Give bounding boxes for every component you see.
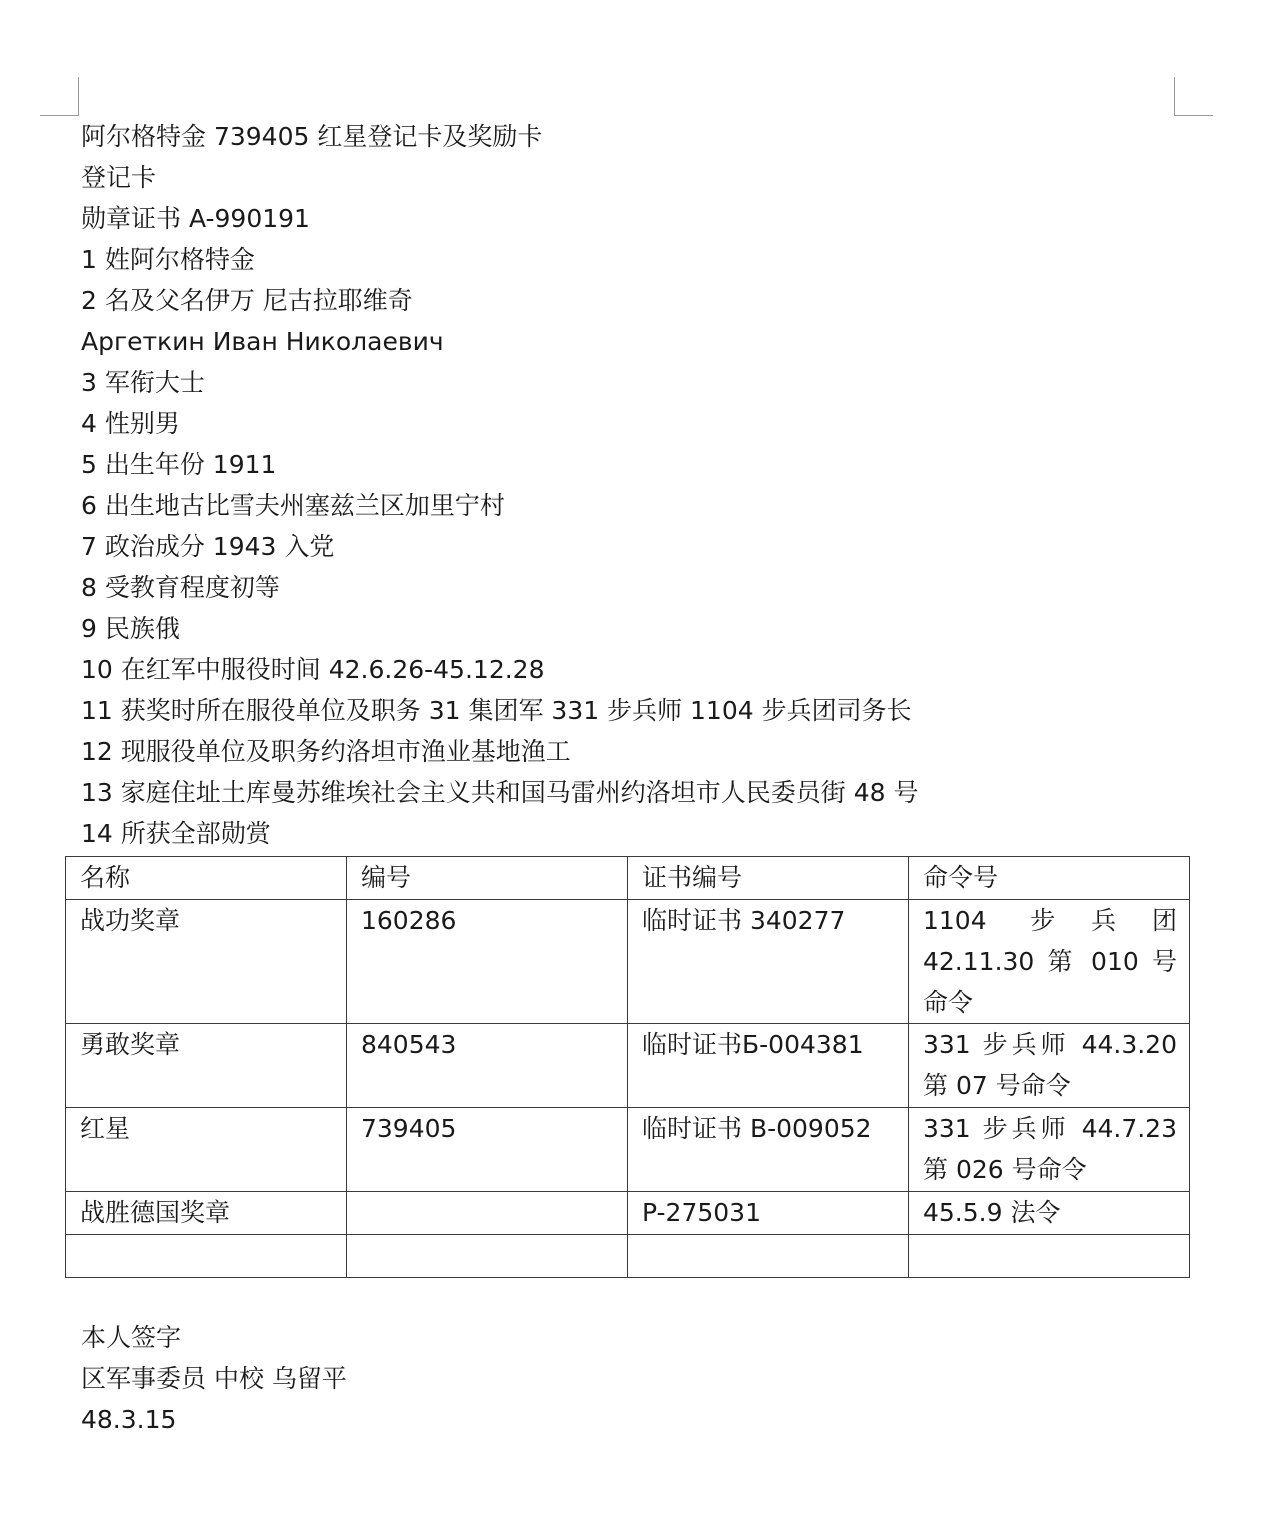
field-surname: 1 姓阿尔格特金 [81,245,255,274]
header-order-number: 命令号 [909,857,1190,900]
table-row [66,900,1190,1024]
cell-order-number: 45.5.9 法令 [909,1192,1190,1235]
signature-date: 48.3.15 [81,1405,177,1434]
cell-certificate-number: 临时证书 340277 [628,900,909,1024]
field-sex: 4 性别男 [81,409,180,438]
field-service-period: 10 在红军中服役时间 42.6.26-45.12.28 [81,655,545,684]
page-corner-mark-top-left [40,77,79,116]
card-type-line: 登记卡 [81,163,157,192]
cell-award-number [347,1192,628,1235]
field-name-patronymic: 2 名及父名伊万 尼古拉耶维奇 [81,286,413,315]
page-corner-mark-top-right [1174,77,1213,116]
field-political-status: 7 政治成分 1943 入党 [81,532,335,561]
field-nationality: 9 民族俄 [81,614,180,643]
field-current-unit: 12 现服役单位及职务约洛坦市渔业基地渔工 [81,737,571,766]
table-row [66,1192,1190,1235]
cell-award-number [347,1235,628,1278]
cell-certificate-number: 临时证书Б-004381 [628,1024,909,1108]
header-number: 编号 [347,857,628,900]
table-row [66,1108,1190,1192]
cell-certificate-number: 临时证书 B-009052 [628,1108,909,1192]
table-header-row [66,857,1190,900]
document-title: 阿尔格特金 739405 红星登记卡及奖励卡 [81,122,543,151]
cell-award-name: 红星 [66,1108,347,1192]
field-unit-at-award: 11 获奖时所在服役单位及职务 31 集团军 331 步兵师 1104 步兵团司务长 [81,696,912,725]
cell-order-number: 331 步兵师 44.3.20 第 07 号命令 [909,1024,1190,1108]
field-all-awards: 14 所获全部勋赏 [81,819,271,848]
header-certificate-number: 证书编号 [628,857,909,900]
field-birthplace: 6 出生地古比雪夫州塞兹兰区加里宁村 [81,491,505,520]
table-row-empty [66,1235,1190,1278]
cell-award-number: 739405 [347,1108,628,1192]
field-birth-year: 5 出生年份 1911 [81,450,277,479]
signature-label: 本人签字 [81,1323,182,1352]
cell-award-name: 勇敢奖章 [66,1024,347,1108]
cell-award-name: 战胜德国奖章 [66,1192,347,1235]
cell-certificate-number: P-275031 [628,1192,909,1235]
field-rank: 3 军衔大士 [81,368,205,397]
table-row [66,1024,1190,1108]
registration-card-text [81,116,1181,854]
cell-order-number: 331 步兵师 44.7.23 第 026 号命令 [909,1108,1190,1192]
cell-order-number [909,1235,1190,1278]
cell-award-number: 160286 [347,900,628,1024]
field-home-address: 13 家庭住址土库曼苏维埃社会主义共和国马雷州约洛坦市人民委员街 48 号 [81,778,919,807]
cell-order-number: 1104 步兵团 42.11.30 第 010 号命令 [909,900,1190,1024]
cell-award-name: 战功奖章 [66,900,347,1024]
header-name: 名称 [66,857,347,900]
cell-award-number: 840543 [347,1024,628,1108]
cell-certificate-number [628,1235,909,1278]
certificate-line: 勋章证书 A-990191 [81,204,310,233]
military-commissar-line: 区军事委员 中校 乌留平 [81,1364,347,1393]
field-education: 8 受教育程度初等 [81,573,280,602]
awards-table [65,856,1190,1278]
field-name-russian: Аргеткин Иван Николаевич [81,327,444,356]
cell-award-name [66,1235,347,1278]
signature-block [81,1317,347,1440]
